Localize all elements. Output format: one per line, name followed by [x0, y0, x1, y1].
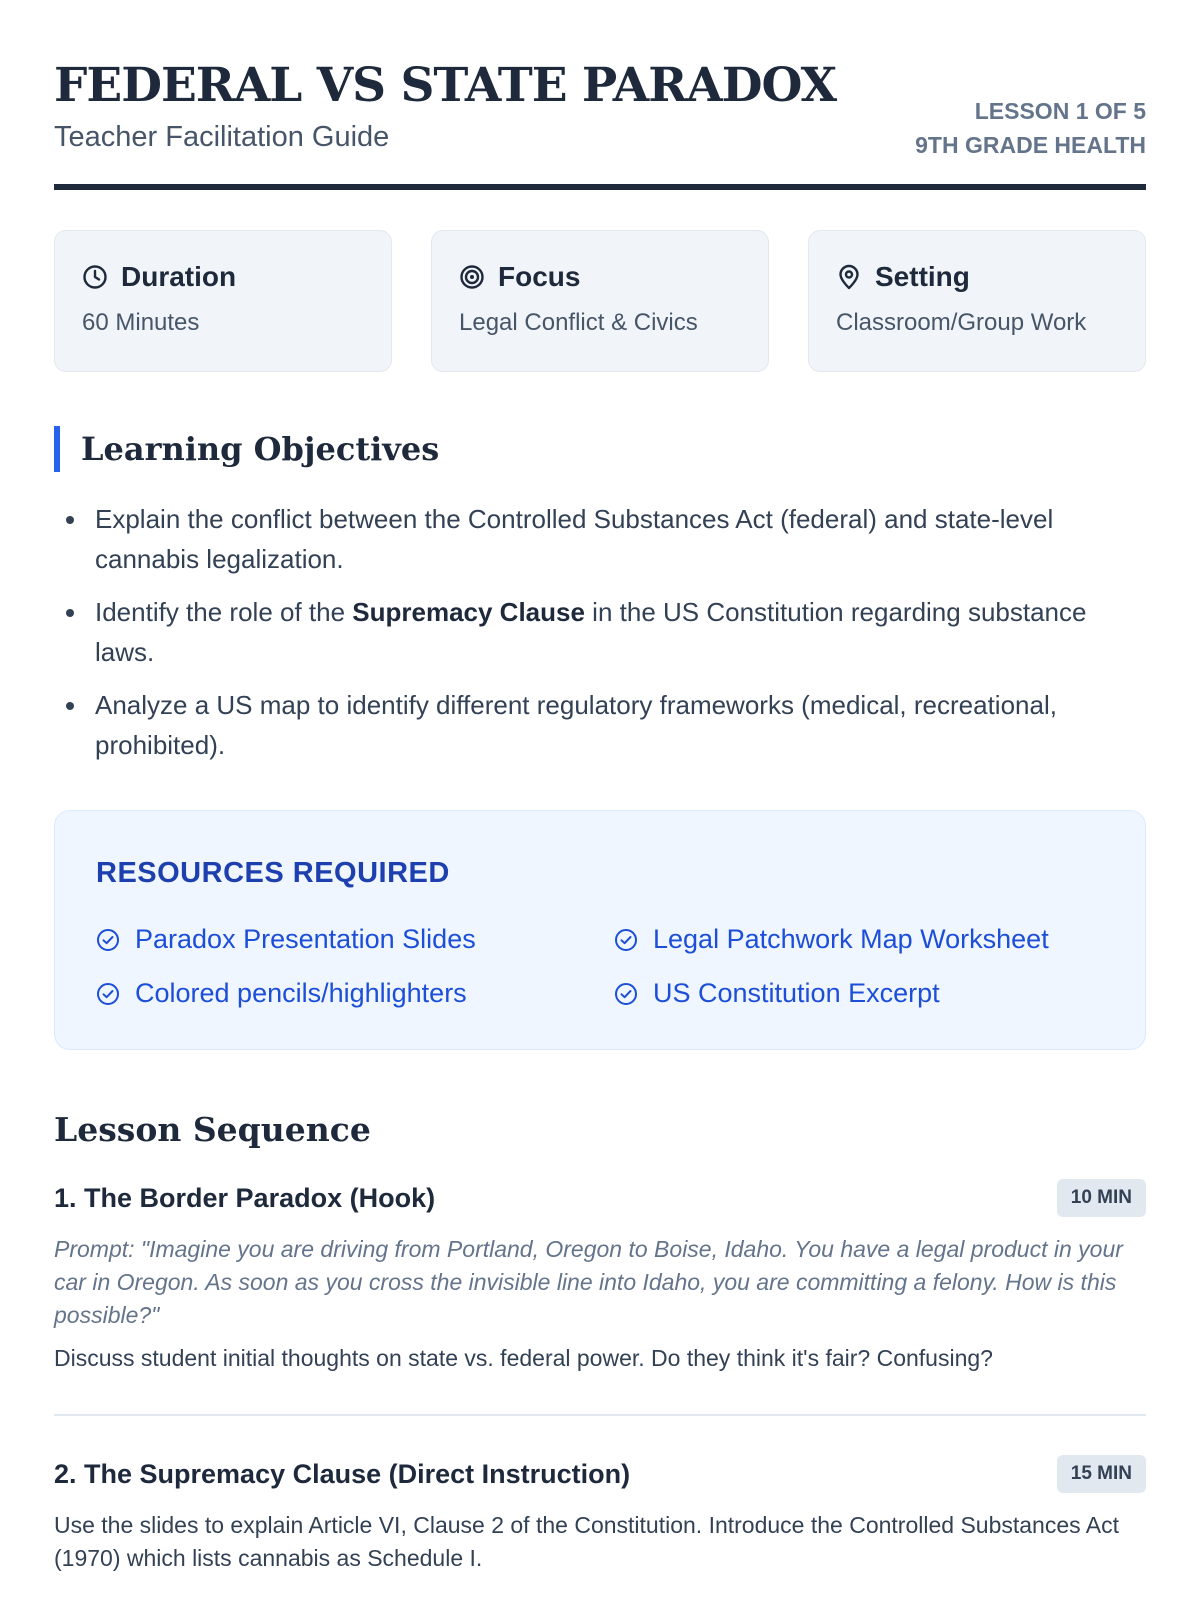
map-pin-icon: [836, 264, 862, 290]
objective-text: Analyze a US map to identify different regulatory frameworks (medical, recreational, prohibited).: [95, 689, 1057, 760]
duration-value: 60 Minutes: [82, 309, 200, 336]
objective-text: Explain the conflict between the Controlled Substances Act (federal) and state-level cannabis legalization.: [95, 503, 1054, 574]
check-circle-icon: [96, 928, 120, 952]
check-circle-icon: [96, 982, 120, 1006]
check-circle-icon: [614, 982, 638, 1006]
resource-item: [96, 967, 614, 1021]
document-header: [54, 56, 1146, 190]
focus-label: Focus: [498, 261, 581, 292]
lesson-step: [54, 1455, 1146, 1575]
step-title: 1. The Border Paradox (Hook): [54, 1182, 436, 1213]
sequence-heading: Lesson Sequence: [54, 1109, 371, 1149]
focus-value: Legal Conflict & Civics: [459, 309, 698, 336]
resources-list: [96, 913, 1145, 1021]
objective-emphasis: Supremacy Clause: [352, 596, 585, 627]
resource-item: [96, 913, 614, 967]
step-duration-badge: 10 MIN: [1057, 1179, 1146, 1217]
objective-text: in the US Constitution regarding substance laws.: [95, 596, 1087, 667]
lesson-meta: [915, 94, 1146, 162]
objectives-heading: Learning Objectives: [54, 426, 1146, 472]
focus-card: [431, 230, 769, 372]
grade-level: 9TH GRADE HEALTH: [915, 132, 1146, 158]
resource-item: [614, 967, 1132, 1021]
info-cards: [54, 230, 1146, 372]
objective-item: [54, 685, 1146, 765]
objective-text: Identify the role of the: [95, 596, 353, 627]
lesson-step: [54, 1179, 1146, 1416]
step-prompt: Prompt: "Imagine you are driving from Portland, Oregon to Boise, Idaho. You have a legal product in your car in Oregon. As soon as you cross the invisible line into Idaho, you are committing a felony. How is this possible?": [54, 1235, 1123, 1328]
resource-label: Paradox Presentation Slides: [135, 924, 476, 955]
step-description: Discuss student initial thoughts on state vs. federal power. Do they think it's fair? Confusing?: [54, 1344, 993, 1371]
resource-label: Legal Patchwork Map Worksheet: [653, 924, 1049, 955]
resources-panel: [54, 810, 1146, 1050]
lesson-number: LESSON 1 OF 5: [974, 98, 1146, 124]
resource-label: US Constitution Excerpt: [653, 978, 940, 1009]
check-circle-icon: [614, 928, 638, 952]
resource-label: Colored pencils/highlighters: [135, 978, 467, 1009]
step-title: 2. The Supremacy Clause (Direct Instruction): [54, 1458, 631, 1489]
setting-card: [808, 230, 1146, 372]
step-divider: [54, 1414, 1146, 1416]
objective-item: [54, 499, 1146, 579]
duration-label: Duration: [121, 261, 237, 292]
objective-item: [54, 592, 1146, 672]
document-title: FEDERAL VS STATE PARADOX: [54, 58, 837, 113]
objectives-list: [54, 499, 1146, 765]
target-icon: [459, 264, 485, 290]
step-description: Use the slides to explain Article VI, Clause 2 of the Constitution. Introduce the Controlled Substances Act (1970) which lists cannabis as Schedule I.: [54, 1511, 1119, 1571]
document-subtitle: Teacher Facilitation Guide: [54, 121, 390, 153]
resource-item: [614, 913, 1132, 967]
resources-title: RESOURCES REQUIRED: [96, 856, 450, 889]
clock-icon: [82, 264, 108, 290]
setting-value: Classroom/Group Work: [836, 309, 1087, 336]
setting-label: Setting: [875, 261, 970, 292]
step-duration-badge: 15 MIN: [1057, 1455, 1146, 1493]
duration-card: [54, 230, 392, 372]
